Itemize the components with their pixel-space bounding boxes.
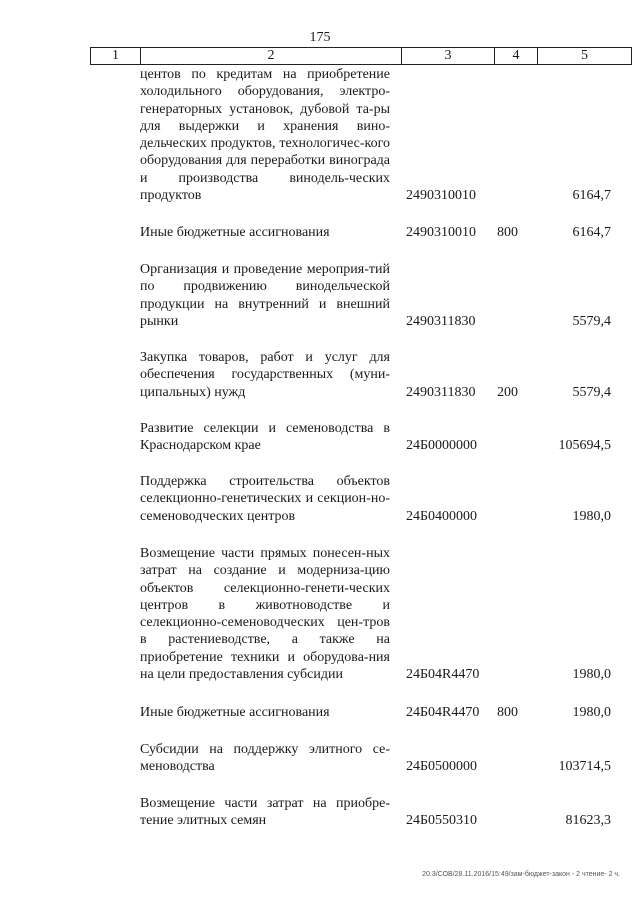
row-description: Возмещение части прямых понесен-ных затрат на создание и модерниза-цию объектов селекционно-генети-ческих центров в животноводстве и селекционно-семеноводческих цен-тров в растениеводстве, а также на приобретение техники и оборудова-ния на цели предоставления субсидии xyxy=(140,546,390,683)
row-description: Поддержка строительства объектов селекционно-генетических и секцион-но-семеноводческих центров xyxy=(140,474,390,524)
row-amount: 81623,3 xyxy=(565,813,611,828)
row-expense-type: 200 xyxy=(497,385,518,400)
row-amount: 1980,0 xyxy=(572,705,611,720)
column-header-2: 2 xyxy=(141,48,402,65)
page-number: 175 xyxy=(309,30,331,45)
row-amount: 5579,4 xyxy=(572,314,611,329)
column-header-3: 3 xyxy=(402,48,495,65)
row-code: 2490311830 xyxy=(406,385,476,400)
row-description: центов по кредитам на приобретение холодильного оборудования, электро-генераторных установок, дубовой та-ры для выдержки и хранения вино-дельческих продуктов, технологичес-кого оборудования для переработки винограда и производства винодель-ческих продуктов xyxy=(140,67,390,204)
column-header-5: 5 xyxy=(538,48,632,65)
row-amount: 103714,5 xyxy=(558,759,611,774)
row-code: 24Б0000000 xyxy=(406,438,478,453)
row-amount: 6164,7 xyxy=(572,188,611,203)
row-code: 2490311830 xyxy=(406,314,476,329)
row-code: 2490310010 xyxy=(406,188,476,203)
row-amount: 6164,7 xyxy=(572,225,611,240)
row-description: Иные бюджетные ассигнования xyxy=(140,705,330,720)
row-expense-type: 800 xyxy=(497,225,518,240)
row-description: Иные бюджетные ассигнования xyxy=(140,225,330,240)
row-code: 24Б04R4470 xyxy=(406,667,480,682)
column-header-1: 1 xyxy=(91,48,141,65)
row-amount: 1980,0 xyxy=(572,509,611,524)
row-description: Организация и проведение мероприя-тий по продвижению винодельческой продукции на внутренний и внешний рынки xyxy=(140,262,390,329)
row-description: Закупка товаров, работ и услуг для обеспечения государственных (муни-ципальных) нужд xyxy=(140,350,390,400)
document-footer: 20.3/СОВ/28.11.2016/15:49/зам-бюджет-закон - 2 чтение- 2 ч. xyxy=(422,871,620,878)
column-header-4: 4 xyxy=(495,48,538,65)
column-header-table xyxy=(90,47,632,65)
row-expense-type: 800 xyxy=(497,705,518,720)
row-code: 24Б0400000 xyxy=(406,509,478,524)
row-description: Развитие селекции и семеноводства в Краснодарском крае xyxy=(140,421,390,454)
row-amount: 5579,4 xyxy=(572,385,611,400)
row-code: 24Б0500000 xyxy=(406,759,478,774)
row-code: 24Б0550310 xyxy=(406,813,478,828)
row-code: 24Б04R4470 xyxy=(406,705,480,720)
row-code: 2490310010 xyxy=(406,225,476,240)
row-amount: 105694,5 xyxy=(558,438,611,453)
row-amount: 1980,0 xyxy=(572,667,611,682)
row-description: Субсидии на поддержку элитного се-меноводства xyxy=(140,742,390,775)
row-description: Возмещение части затрат на приобре-тение элитных семян xyxy=(140,796,390,829)
